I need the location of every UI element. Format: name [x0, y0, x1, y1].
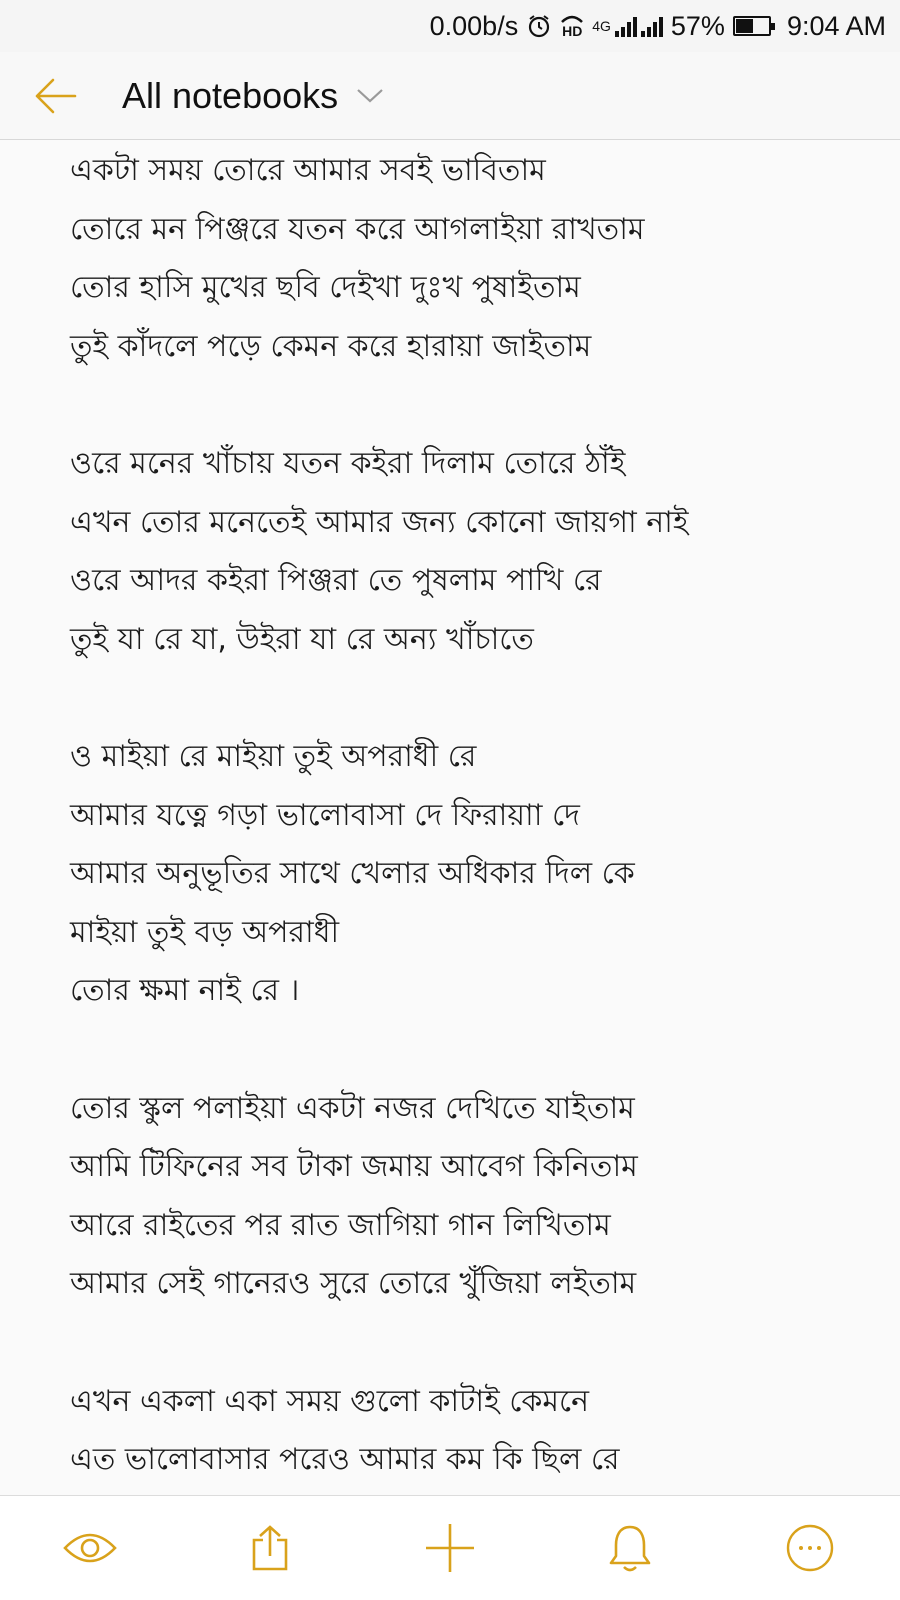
note-line: তুই কাঁদলে পড়ে কেমন করে হারায়া জাইতাম [70, 328, 592, 364]
hd-call-icon [560, 14, 584, 38]
note-body[interactable] [0, 140, 900, 1495]
note-stanza [70, 1080, 900, 1314]
note-line: আরে রাইতের পর রাত জাগিয়া গান লিখিতাম [70, 1207, 611, 1243]
plus-icon [424, 1522, 476, 1574]
more-button[interactable] [765, 1503, 855, 1593]
arrow-left-icon [31, 76, 79, 116]
status-bar [0, 0, 900, 52]
network-type-label: 4G [592, 18, 611, 34]
note-line: মাইয়া তুই বড় অপরাধী [70, 914, 340, 950]
note-line: আমি টিফিনের সব টাকা জমায় আবেগ কিনিতাম [70, 1149, 638, 1184]
clock: 9:04 AM [786, 10, 886, 41]
app-header [0, 52, 900, 140]
note-line: এখন একলা একা সময় গুলো কাটাই কেমনে [70, 1383, 589, 1419]
network-speed: 0.00b/s [429, 10, 519, 41]
note-line: আমার সেই গানেরও সুরে তোরে খুঁজিয়া লইতাম [70, 1266, 637, 1301]
share-icon [250, 1524, 290, 1572]
back-button[interactable] [0, 52, 110, 140]
note-stanza [70, 435, 900, 669]
note-stanza [70, 142, 900, 376]
signal-icon [592, 15, 663, 37]
bell-icon [607, 1523, 653, 1573]
alarm-icon [526, 13, 552, 39]
bottom-toolbar [0, 1495, 900, 1600]
notebook-dropdown[interactable] [356, 88, 384, 104]
note-stanza [70, 728, 900, 1021]
note-line: এখন তোর মনেতেই আমার জন্য কোনো জায়গা নাই [70, 504, 689, 540]
note-stanza [70, 1373, 900, 1490]
battery-percent: 57% [670, 10, 725, 41]
view-button[interactable] [45, 1503, 135, 1593]
battery-icon [733, 16, 771, 36]
note-line: একটা সময় তোরে আমার সবই ভাবিতাম [70, 153, 546, 188]
note-line: ওরে মনের খাঁচায় যতন কইরা দিলাম তোরে ঠাঁই [70, 446, 626, 481]
note-line: আমার অনুভূতির সাথে খেলার অধিকার দিল কে [70, 856, 635, 891]
note-line: তোর ক্ষমা নাই রে । [70, 973, 300, 1008]
note-line: ও মাইয়া রে মাইয়া তুই অপরাধী রে [70, 739, 477, 774]
note-line: ওরে আদর কইরা পিঞ্জরা তে পুষলাম পাখি রে [70, 563, 602, 598]
note-line: তোর হাসি মুখের ছবি দেইখা দুঃখ পুষাইতাম [70, 270, 581, 305]
hd-label: HD [562, 23, 583, 39]
share-button[interactable] [225, 1503, 315, 1593]
eye-icon [62, 1530, 118, 1566]
note-line: এত ভালোবাসার পরেও আমার কম কি ছিল রে [70, 1442, 620, 1477]
note-line: তুই যা রে যা, উইরা যা রে অন্য খাঁচাতে [70, 621, 534, 657]
note-line: তোরে মন পিঞ্জরে যতন করে আগলাইয়া রাখতাম [70, 211, 645, 247]
add-button[interactable] [405, 1503, 495, 1593]
chevron-down-icon [356, 88, 384, 104]
reminder-button[interactable] [585, 1503, 675, 1593]
notebook-title[interactable]: All notebooks [122, 74, 339, 116]
note-line: আমার যত্নে গড়া ভালোবাসা দে ফিরায়াা দে [70, 797, 580, 833]
note-line: তোর স্কুল পলাইয়া একটা নজর দেখিতে যাইতাম [70, 1090, 635, 1126]
more-icon [785, 1523, 835, 1573]
